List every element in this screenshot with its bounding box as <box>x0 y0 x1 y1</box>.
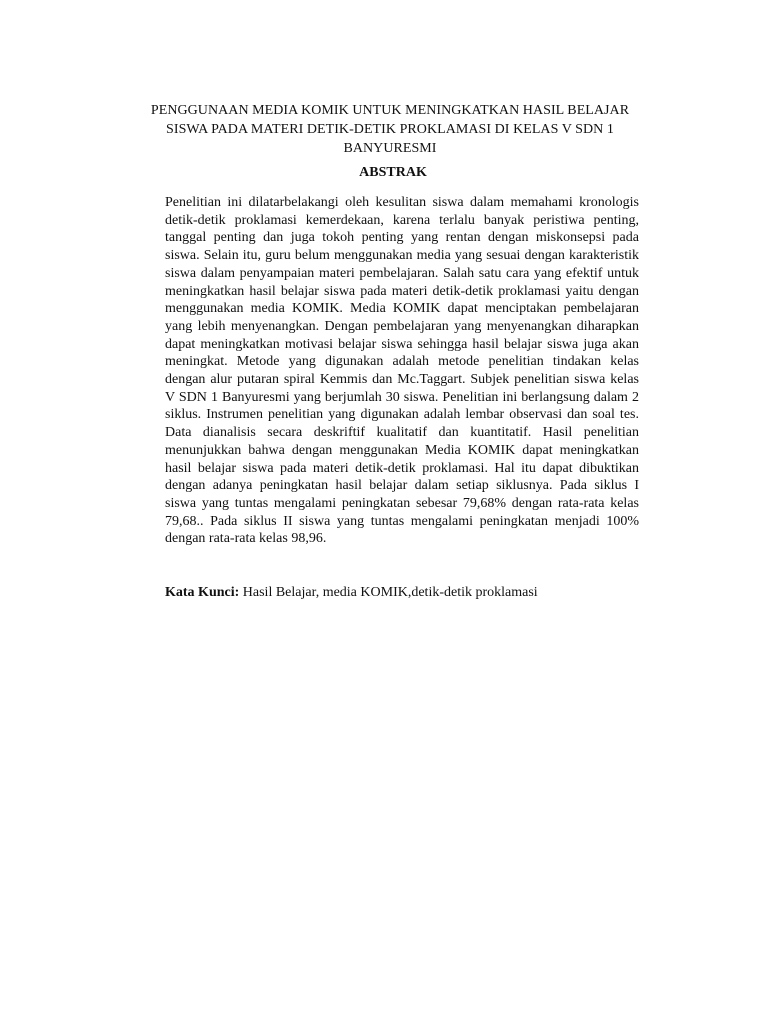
abstract-line: 79,68.. Pada siklus II siswa yang tuntas mengalami peningkatan menjadi 100% <box>165 513 639 529</box>
title-line-2: SISWA PADA MATERI DETIK-DETIK PROKLAMASI DI KELAS V SDN 1 <box>166 122 614 137</box>
abstract-line: meningkatkan hasil belajar siswa pada materi detik-detik proklamasi yaitu dengan <box>165 283 639 299</box>
abstract-line-last: dengan rata-rata kelas 98,96. <box>165 531 327 547</box>
keywords-line <box>165 584 639 602</box>
abstract-line: meningkat. Metode yang digunakan adalah metode penelitian tindakan kelas <box>165 354 639 370</box>
abstract-line: dengan adanya peningkatan hasil belajar dalam setiap siklusnya. Pada siklus I <box>165 478 639 494</box>
abstract-line: dengan alur putaran spiral Kemmis dan Mc.Taggart. Subjek penelitian siswa kelas <box>165 372 639 388</box>
abstract-line: Data dianalisis secara deskriftif kualitatif dan kuantitatif. Hasil penelitian <box>165 425 639 441</box>
abstract-line: Penelitian ini dilatarbelakangi oleh kesulitan siswa dalam memahami kronologis <box>165 195 639 210</box>
abstract-line: siswa. Selain itu, guru belum menggunakan media yang sesuai dengan karakteristik <box>165 248 639 264</box>
keywords-text: Hasil Belajar, media KOMIK,detik-detik proklamasi <box>239 585 538 600</box>
abstract-line: dapat meningkatkan motivasi belajar siswa sehingga hasil belajar siswa juga akan <box>165 336 639 352</box>
abstract-line: siswa dalam penyampaian materi pembelajaran. Salah satu cara yang efektif untuk <box>165 265 639 281</box>
abstract-line: siklus. Instrumen penelitian yang digunakan adalah lembar observasi dan soal tes. <box>165 407 639 423</box>
abstract-heading: ABSTRAK <box>359 165 427 180</box>
abstract-body <box>165 194 639 548</box>
abstract-line: menggunakan media KOMIK. Media KOMIK dapat menciptakan pembelajaran <box>165 301 639 317</box>
abstract-line: V SDN 1 Banyuresmi yang berjumlah 30 siswa. Penelitian ini berlangsung dalam 2 <box>165 389 639 405</box>
abstract-line: hasil belajar siswa pada materi detik-detik proklamasi. Hal itu dapat dibuktikan <box>165 460 639 476</box>
keywords-label: Kata Kunci: <box>165 585 240 600</box>
document-title <box>140 101 640 158</box>
abstract-line: tanggal penting dan juga tokoh penting yang rentan dengan miskonsepsi pada <box>165 230 639 246</box>
abstract-line: detik-detik proklamasi kemerdekaan, karena terlalu banyak peristiwa penting, <box>165 212 639 228</box>
title-line-3: BANYURESMI <box>343 141 437 156</box>
abstract-line: siswa yang tuntas mengalami peningkatan sebesar 79,68% dengan rata-rata kelas <box>165 495 639 511</box>
abstract-line: yang lebih menyenangkan. Dengan pembelajaran yang menyenangkan diharapkan <box>165 318 639 334</box>
abstract-line: menunjukkan bahwa dengan menggunakan Media KOMIK dapat meningkatkan <box>165 442 639 458</box>
title-line-1: PENGGUNAAN MEDIA KOMIK UNTUK MENINGKATKAN HASIL BELAJAR <box>150 103 630 118</box>
